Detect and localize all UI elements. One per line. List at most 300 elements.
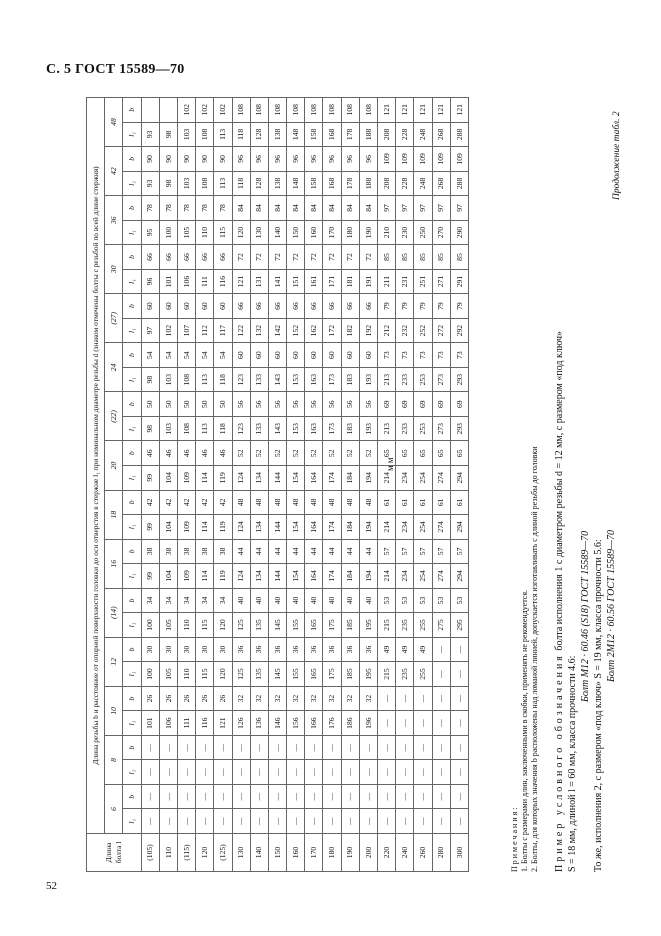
table-cell: 90 (141, 147, 159, 172)
table-cell: 32 (250, 686, 268, 711)
table-cell: 38 (177, 539, 195, 564)
table-cell: 79 (396, 294, 414, 319)
table-cell: 163 (305, 367, 323, 392)
diameter-header: 24 (105, 343, 123, 392)
table-cell: 115 (214, 220, 232, 245)
table-cell: — (341, 735, 359, 760)
table-cell: 108 (196, 171, 214, 196)
table-cell: 44 (341, 539, 359, 564)
table-cell: 111 (196, 269, 214, 294)
table-cell: 102 (196, 97, 214, 122)
table-cell: 172 (323, 318, 341, 343)
table-cell: 65 (396, 441, 414, 466)
table-cell: — (432, 637, 450, 662)
table-cell: 213 (378, 367, 396, 392)
table-cell: 114 (196, 466, 214, 491)
table-cell: — (268, 784, 286, 809)
table-cell: — (414, 784, 432, 809)
table-cell: 215 (378, 613, 396, 638)
example-designation-1: Болт M12 · 60.46 (S18) ГОСТ 15589—70 (580, 530, 591, 702)
table-cell: — (159, 760, 177, 785)
notes (510, 98, 540, 872)
table-cell: 110 (196, 220, 214, 245)
table-cell: 46 (177, 441, 195, 466)
table-cell: 26 (159, 686, 177, 711)
table-cell: 108 (250, 97, 268, 122)
table-cell: 108 (177, 416, 195, 441)
table-cell: — (450, 809, 468, 834)
table-row (177, 97, 195, 871)
table-cell: 101 (141, 711, 159, 736)
table-cell: — (378, 711, 396, 736)
table-cell: — (432, 784, 450, 809)
table-cell: 32 (232, 686, 250, 711)
table-cell: — (341, 760, 359, 785)
table-cell: 26 (196, 686, 214, 711)
table-cell: 26 (141, 686, 159, 711)
table-cell: 186 (341, 711, 359, 736)
table-cell: 44 (268, 539, 286, 564)
bolt-length-cell: 280 (432, 834, 450, 872)
table-cell: 111 (177, 711, 195, 736)
b-subheader: b (123, 686, 141, 711)
table-cell: 233 (396, 416, 414, 441)
table-cell: — (177, 760, 195, 785)
table-cell: — (414, 760, 432, 785)
table-cell: 32 (305, 686, 323, 711)
table-cell: 213 (378, 416, 396, 441)
table-row (159, 97, 177, 871)
table-cell: 32 (341, 686, 359, 711)
table-cell: 57 (450, 539, 468, 564)
table-cell: 96 (359, 147, 377, 172)
table-cell: 108 (177, 367, 195, 392)
table-cell: — (450, 686, 468, 711)
table-cell: 56 (268, 392, 286, 417)
table-cell: 160 (305, 220, 323, 245)
table-cell: — (432, 662, 450, 687)
table-cell: 84 (323, 196, 341, 221)
table-cell: — (396, 686, 414, 711)
table-cell: — (287, 760, 305, 785)
table-cell: 163 (305, 416, 323, 441)
bolt-length-cell: (115) (177, 834, 195, 872)
table-cell: — (305, 809, 323, 834)
table-cell: 125 (232, 662, 250, 687)
table-cell: 98 (159, 122, 177, 147)
diameter-header: 36 (105, 196, 123, 245)
table-cell: 84 (268, 196, 286, 221)
table-cell: 151 (287, 269, 305, 294)
table-cell: — (450, 760, 468, 785)
table-cell: 255 (414, 613, 432, 638)
table-cell: 54 (141, 343, 159, 368)
table-cell: 234 (396, 515, 414, 540)
table-cell: 228 (396, 122, 414, 147)
table-cell: — (250, 735, 268, 760)
table-cell: 121 (450, 97, 468, 122)
diameter-header: 8 (105, 735, 123, 784)
table-cell: 164 (305, 466, 323, 491)
bolt-length-cell: 150 (268, 834, 286, 872)
table-cell: 50 (177, 392, 195, 417)
table-cell: 108 (268, 97, 286, 122)
table-cell: 96 (250, 147, 268, 172)
table-cell: 52 (287, 441, 305, 466)
b-subheader: b (123, 539, 141, 564)
table-cell: — (432, 760, 450, 785)
table-cell: 40 (305, 588, 323, 613)
table-cell: 253 (414, 416, 432, 441)
table-cell: 36 (323, 637, 341, 662)
table-cell: — (378, 735, 396, 760)
table-cell: 98 (159, 171, 177, 196)
table-cell: 69 (378, 392, 396, 417)
b-subheader: b (123, 392, 141, 417)
thread-length-table (86, 97, 469, 872)
table-cell: 60 (141, 294, 159, 319)
table-cell: 36 (359, 637, 377, 662)
table-cell: 214 (378, 466, 396, 491)
table-cell: 50 (214, 392, 232, 417)
table-cell: 84 (341, 196, 359, 221)
table-cell: 32 (323, 686, 341, 711)
table-cell: 215 (378, 662, 396, 687)
table-cell: 56 (341, 392, 359, 417)
table-cell: 272 (432, 318, 450, 343)
table-cell: 134 (250, 564, 268, 589)
table-cell: 136 (250, 711, 268, 736)
table-row (141, 97, 159, 871)
diameter-header: 20 (105, 441, 123, 490)
table-cell: 116 (196, 711, 214, 736)
table-cell: 118 (214, 367, 232, 392)
table-cell: — (396, 809, 414, 834)
table-cell: 84 (232, 196, 250, 221)
table-cell: 85 (378, 245, 396, 270)
table-cell: 196 (359, 711, 377, 736)
table-cell: — (414, 711, 432, 736)
table-cell: 73 (432, 343, 450, 368)
table-cell: 188 (359, 171, 377, 196)
table-cell: — (359, 809, 377, 834)
table-cell: 60 (159, 294, 177, 319)
table-cell: 166 (305, 711, 323, 736)
table-cell: 72 (341, 245, 359, 270)
table-cell: 65 (414, 441, 432, 466)
table-cell: 119 (214, 564, 232, 589)
table-cell: 66 (359, 294, 377, 319)
table-cell: — (378, 686, 396, 711)
table-cell: 102 (177, 97, 195, 122)
rotated-table-area (86, 98, 646, 872)
table-cell: — (450, 662, 468, 687)
table-cell: — (287, 784, 305, 809)
table-cell: 34 (196, 588, 214, 613)
table-cell: 48 (359, 490, 377, 515)
table-cell: — (287, 809, 305, 834)
table-cell: — (396, 784, 414, 809)
table-cell: 40 (287, 588, 305, 613)
table-cell: 106 (159, 711, 177, 736)
table-cell: 72 (287, 245, 305, 270)
table-cell: 105 (159, 613, 177, 638)
table-row (214, 97, 232, 871)
l1-subheader: l₁ (123, 220, 141, 245)
table-cell: 56 (323, 392, 341, 417)
table-cell: — (141, 735, 159, 760)
table-cell: 49 (378, 637, 396, 662)
b-subheader: b (123, 588, 141, 613)
table-cell: 121 (414, 97, 432, 122)
table-cell: 54 (159, 343, 177, 368)
table-cell: 193 (359, 367, 377, 392)
table-cell: 113 (196, 367, 214, 392)
table-cell: 69 (432, 392, 450, 417)
table-cell: 69 (396, 392, 414, 417)
table-cell: 135 (250, 613, 268, 638)
table-cell: 90 (214, 147, 232, 172)
table-cell: 254 (414, 564, 432, 589)
bolt-length-cell: 260 (414, 834, 432, 872)
bolt-length-cell: (125) (214, 834, 232, 872)
table-cell: 72 (359, 245, 377, 270)
table-cell: 117 (214, 318, 232, 343)
table-cell: — (196, 735, 214, 760)
b-subheader: b (123, 784, 141, 809)
table-cell: 120 (232, 220, 250, 245)
table-cell: 85 (396, 245, 414, 270)
table-cell: 73 (450, 343, 468, 368)
example-line1-rest: болта исполнения 1 с диаметром резьбы d = 12 мм, с размером «под ключ» (554, 331, 565, 654)
table-cell: 112 (196, 318, 214, 343)
table-cell: 110 (177, 662, 195, 687)
table-row (396, 97, 414, 871)
table-cell: 133 (250, 416, 268, 441)
table-cell: — (232, 809, 250, 834)
table-cell: 126 (232, 711, 250, 736)
l1-subheader: l₁ (123, 466, 141, 491)
table-cell: 234 (396, 466, 414, 491)
bolt-length-cell: 110 (159, 834, 177, 872)
table-cell: 121 (396, 97, 414, 122)
table-cell: — (214, 784, 232, 809)
table-cell: 57 (396, 539, 414, 564)
table-cell: 66 (287, 294, 305, 319)
table-cell: 105 (159, 662, 177, 687)
table-cell: 104 (159, 564, 177, 589)
table-cell: — (450, 735, 468, 760)
b-subheader: b (123, 490, 141, 515)
table-cell: 170 (323, 220, 341, 245)
table-cell: 193 (359, 416, 377, 441)
bolt-length-header: Длина болта l (87, 834, 142, 872)
continuation-label: Продолжение табл. 2 (612, 111, 622, 200)
table-cell: 66 (341, 294, 359, 319)
table-cell: 40 (250, 588, 268, 613)
table-cell: 97 (378, 196, 396, 221)
b-subheader: b (123, 97, 141, 122)
table-cell: 48 (323, 490, 341, 515)
table-cell: 271 (432, 269, 450, 294)
table-cell: 42 (141, 490, 159, 515)
table-cell: 253 (414, 367, 432, 392)
table-row (287, 97, 305, 871)
b-subheader: b (123, 441, 141, 466)
table-cell: 183 (341, 416, 359, 441)
table-cell: 46 (159, 441, 177, 466)
note-2: 2. Болты, для которых значения b расположены над ломаной линией, допускается изготавливать с длиной резьбы до головки (530, 446, 539, 872)
table-cell: 26 (214, 686, 232, 711)
table-cell: 60 (323, 343, 341, 368)
table-cell: 60 (196, 294, 214, 319)
b-subheader: b (123, 294, 141, 319)
table-cell: 230 (396, 220, 414, 245)
table-cell: 164 (305, 564, 323, 589)
table-cell: 143 (268, 367, 286, 392)
table-cell: — (250, 809, 268, 834)
table-cell: 122 (232, 318, 250, 343)
table-cell: 48 (305, 490, 323, 515)
table-cell: 294 (450, 466, 468, 491)
bolt-length-cell: 300 (450, 834, 468, 872)
table-cell: — (359, 784, 377, 809)
table-cell: 66 (141, 245, 159, 270)
table-cell: 120 (214, 613, 232, 638)
table-cell: 123 (232, 416, 250, 441)
table-cell: 108 (232, 97, 250, 122)
table-cell: — (432, 809, 450, 834)
table-cell: 96 (341, 147, 359, 172)
table-cell: 46 (196, 441, 214, 466)
table-cell: 293 (450, 416, 468, 441)
table-cell: 85 (432, 245, 450, 270)
table-cell: 161 (305, 269, 323, 294)
table-cell: 53 (378, 588, 396, 613)
table-cell: 208 (378, 122, 396, 147)
page-number: 52 (46, 880, 57, 892)
example-line4: То же, исполнения 2, с размером «под ключ» S = 19 мм, класса прочности 5.6: (593, 539, 604, 872)
table-cell: 108 (323, 97, 341, 122)
table-cell: 118 (232, 171, 250, 196)
table-cell: 97 (432, 196, 450, 221)
table-cell: 49 (414, 637, 432, 662)
table-cell: 40 (232, 588, 250, 613)
table-cell: — (196, 760, 214, 785)
table-cell: 84 (250, 196, 268, 221)
table-cell: 231 (396, 269, 414, 294)
table-cell: 138 (268, 171, 286, 196)
table-cell: — (432, 711, 450, 736)
l1-subheader: l₁ (123, 416, 141, 441)
table-cell: 250 (414, 220, 432, 245)
table-cell: 38 (196, 539, 214, 564)
table-cell: 103 (177, 171, 195, 196)
table-cell: 292 (450, 318, 468, 343)
table-cell: 104 (159, 466, 177, 491)
table-cell: — (396, 760, 414, 785)
table-cell: 119 (214, 466, 232, 491)
table-cell: 100 (141, 613, 159, 638)
l1-subheader: l₁ (123, 367, 141, 392)
table-cell: 42 (214, 490, 232, 515)
table-cell: 42 (177, 490, 195, 515)
table-cell: 96 (232, 147, 250, 172)
table-cell: 32 (268, 686, 286, 711)
table-cell: 125 (232, 613, 250, 638)
table-cell: — (141, 784, 159, 809)
table-cell: 99 (141, 515, 159, 540)
example-designation-2: Болт 2M12 · 60.56 ГОСТ 15589—70 (606, 530, 617, 682)
table-cell: 60 (287, 343, 305, 368)
table-cell: 109 (177, 466, 195, 491)
table-cell: 98 (141, 416, 159, 441)
table-cell: 98 (141, 367, 159, 392)
table-cell: 40 (268, 588, 286, 613)
table-cell: 48 (341, 490, 359, 515)
table-cell: — (359, 735, 377, 760)
table-cell: 66 (159, 245, 177, 270)
b-subheader: b (123, 147, 141, 172)
table-cell: — (196, 809, 214, 834)
l1-subheader: l₁ (123, 662, 141, 687)
table-cell: 234 (396, 564, 414, 589)
table-cell: 114 (196, 515, 214, 540)
table-cell: 60 (268, 343, 286, 368)
bolt-length-cell: 130 (232, 834, 250, 872)
table-cell: 52 (359, 441, 377, 466)
table-row (232, 97, 250, 871)
table-cell: 251 (414, 269, 432, 294)
diameter-header: (22) (105, 392, 123, 441)
table-cell: 194 (359, 515, 377, 540)
table-cell: 113 (214, 171, 232, 196)
table-cell: 34 (177, 588, 195, 613)
table-cell: 66 (305, 294, 323, 319)
table-cell: 214 (378, 564, 396, 589)
table-cell: 142 (268, 318, 286, 343)
table-cell: 73 (378, 343, 396, 368)
table-cell: 84 (287, 196, 305, 221)
table-cell: 194 (359, 466, 377, 491)
table-cell: 72 (323, 245, 341, 270)
table-cell: 36 (341, 637, 359, 662)
table-cell: 60 (177, 294, 195, 319)
table-cell: 158 (305, 171, 323, 196)
table-cell: 131 (250, 269, 268, 294)
table-cell: 79 (414, 294, 432, 319)
table-cell: 119 (214, 515, 232, 540)
table-cell: 73 (396, 343, 414, 368)
table-cell: 57 (432, 539, 450, 564)
table-cell: 44 (250, 539, 268, 564)
table-cell: — (432, 686, 450, 711)
table-cell: 268 (432, 122, 450, 147)
table-cell: 252 (414, 318, 432, 343)
table-cell: 108 (196, 122, 214, 147)
table-row (414, 97, 432, 871)
table-cell: — (414, 809, 432, 834)
table-cell: 174 (323, 466, 341, 491)
table-cell: 274 (432, 515, 450, 540)
table-cell: 194 (359, 564, 377, 589)
table-cell: — (232, 735, 250, 760)
table-cell: 138 (268, 122, 286, 147)
table-cell: 79 (450, 294, 468, 319)
table-cell: 108 (305, 97, 323, 122)
table-cell: 52 (232, 441, 250, 466)
table-cell: 105 (177, 220, 195, 245)
